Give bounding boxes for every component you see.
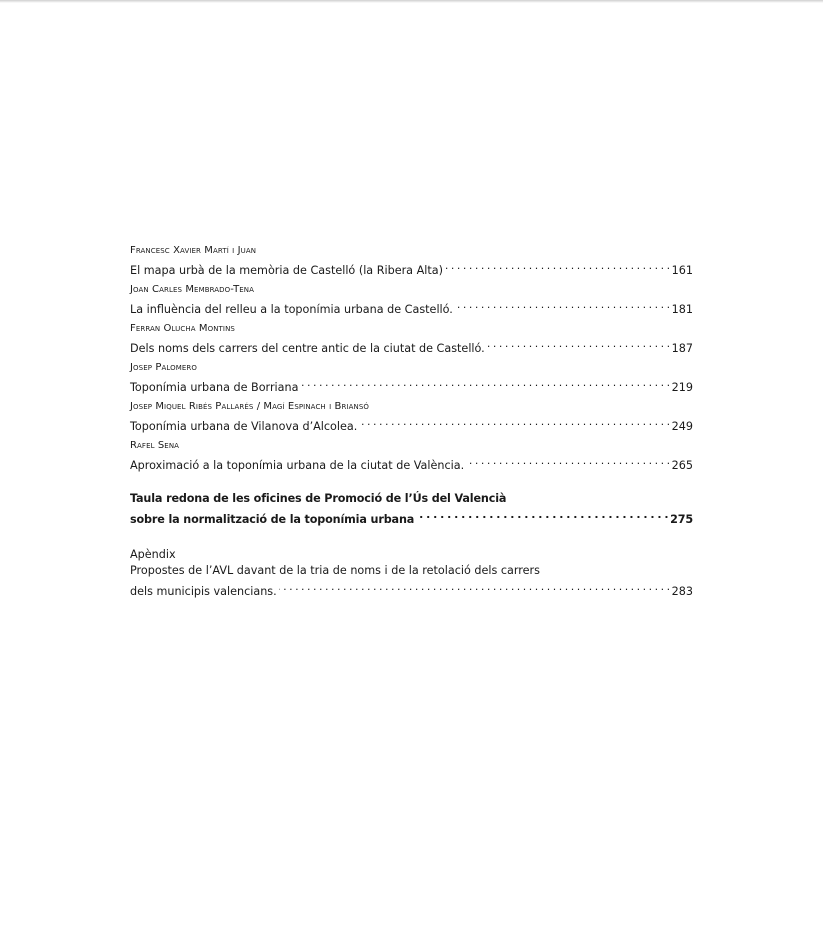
dot-leader <box>466 453 669 469</box>
entry-page: 283 <box>671 585 693 598</box>
appendix-title-line2: dels municipis valencians. <box>130 585 277 598</box>
entry-author: Joan Carles Membrado-Tena <box>130 284 255 295</box>
entry-title: La influència del relleu a la toponímia urbana de Castelló. <box>130 303 453 316</box>
entry-title: Toponímia urbana de Vilanova d’Alcolea. <box>130 420 358 433</box>
entry-page: 275 <box>670 513 693 526</box>
page-top-edge <box>0 0 823 3</box>
entry-author: Francesc Xavier Martí i Juan <box>130 245 257 256</box>
dot-leader <box>300 375 669 391</box>
appendix-heading: Apèndix <box>130 548 176 561</box>
entry-page: 265 <box>671 459 693 472</box>
toc-entry <box>130 322 693 355</box>
dot-leader <box>279 579 670 595</box>
dot-leader <box>359 414 669 430</box>
entry-title: Aproximació a la toponímia urbana de la ciutat de València. <box>130 459 465 472</box>
entry-page: 161 <box>671 264 693 277</box>
appendix-entry <box>130 547 693 598</box>
entry-title: Dels noms dels carrers del centre antic de la ciutat de Castelló. <box>130 342 485 355</box>
entry-line <box>130 336 693 355</box>
entry-line <box>130 414 693 433</box>
toc-entry <box>130 361 693 394</box>
toc-entry <box>130 244 693 277</box>
entry-author: Josep Miquel Ribés Pallarés / Magí Espinach i Briansó <box>130 401 369 412</box>
entry-page: 219 <box>671 381 693 394</box>
entry-author: Ferran Olucha Montins <box>130 323 235 334</box>
entry-author: Rafel Sena <box>130 440 180 451</box>
toc-entry <box>130 400 693 433</box>
round-table-title-line2: sobre la normalització de la toponímia urbana <box>130 513 415 526</box>
entry-page: 187 <box>671 342 693 355</box>
dot-leader <box>487 336 670 352</box>
dot-leader <box>445 258 670 274</box>
table-of-contents <box>130 244 693 598</box>
appendix-title-line1: Propostes de l’AVL davant de la tria de noms i de la retolació dels carrers <box>130 564 540 577</box>
entry-line <box>130 297 693 316</box>
entry-line <box>130 579 693 598</box>
entry-page: 181 <box>671 303 693 316</box>
dot-leader <box>416 507 668 523</box>
entry-line <box>130 507 693 526</box>
round-table-title-line1: Taula redona de les oficines de Promoció de l’Ús del Valencià <box>130 492 507 505</box>
entry-page: 249 <box>671 420 693 433</box>
dot-leader <box>455 297 670 313</box>
entry-line <box>130 453 693 472</box>
entry-title: El mapa urbà de la memòria de Castelló (la Ribera Alta) <box>130 264 443 277</box>
entry-line <box>130 375 693 394</box>
entry-line <box>130 258 693 277</box>
round-table-entry <box>130 491 693 526</box>
toc-entry <box>130 283 693 316</box>
entry-title: Toponímia urbana de Borriana <box>130 381 299 394</box>
toc-entry <box>130 439 693 472</box>
entry-author: Josep Palomero <box>130 362 197 373</box>
